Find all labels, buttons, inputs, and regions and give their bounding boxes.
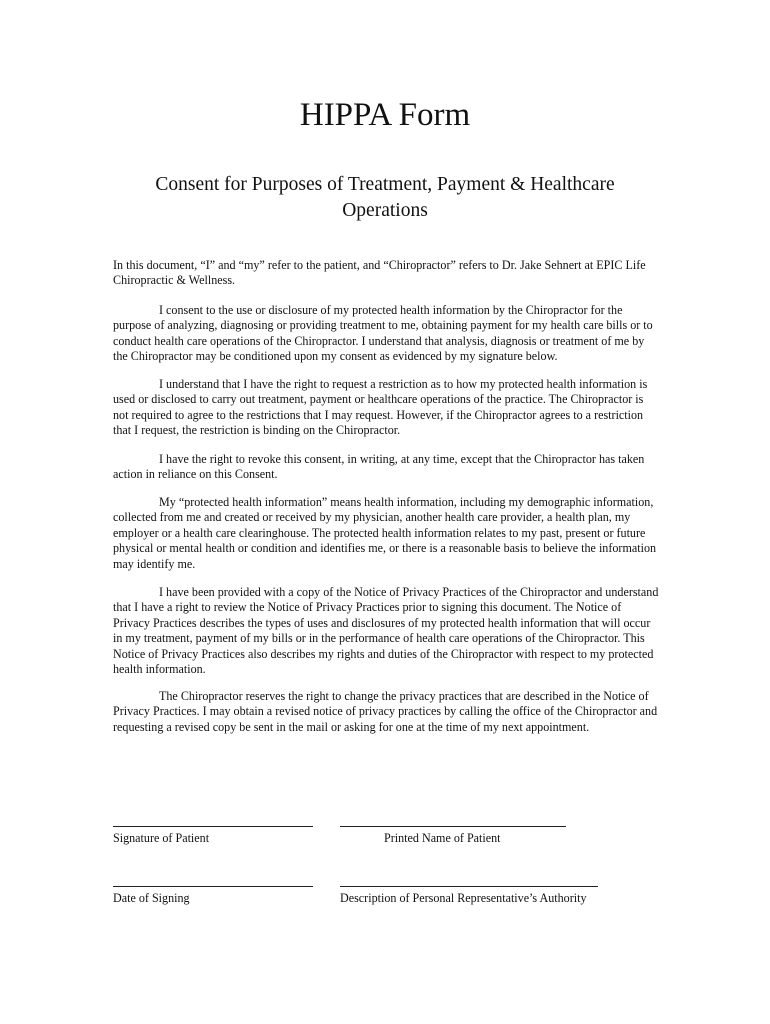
patient-signature-field[interactable] (113, 826, 313, 846)
representative-authority-field[interactable] (340, 886, 598, 906)
restriction-paragraph: I understand that I have the right to request a restriction as to how my protected health information is used or disclosed to carry out treatment, payment or healthcare operations of the practice. The Chiropractor is not required to agree to the restrictions that I may request. However, if the Chiropractor agrees to a restriction that I request, the restriction is binding on the Chiropractor. (113, 377, 648, 438)
privacy-notice-paragraph: I have been provided with a copy of the Notice of Privacy Practices of the Chiropractor and understand that I have a right to review the Notice of Privacy Practices prior to signing this document. The Notice of Privacy Practices describes the types of uses and disclosures of my protected health information that will occur in my treatment, payment of my bills or in the performance of health care operations of the Chiropractor. This Notice of Privacy Practices also describes my rights and duties of the Chiropractor with respect to my protected health information. (113, 585, 659, 677)
signature-line (340, 826, 566, 827)
signature-line (113, 886, 313, 887)
definitions-paragraph: In this document, “I” and “my” refer to the patient, and “Chiropractor” refers to Dr. Jake Sehnert at EPIC Life Chiropractic & Wellness. (113, 258, 646, 288)
practice-change-paragraph: The Chiropractor reserves the right to change the privacy practices that are described in the Notice of Privacy Practices. I may obtain a revised notice of privacy practices by calling the office of the Chiropractor and requesting a revised copy be sent in the mail or asking for one at the time of my next appointment. (113, 689, 658, 734)
document-title: HIPPA Form (299, 97, 471, 133)
date-of-signing-field[interactable] (113, 886, 313, 906)
phi-definition-paragraph: My “protected health information” means health information, including my demographic information, collected from me and created or received by my physician, another health care provider, a health plan, my employer or a health care clearinghouse. The protected health information relates to my past, present or future physical or mental health or condition and identifies me, or there is a reasonable basis to believe the information may identify me. (113, 495, 657, 571)
patient-signature-label: Signature of Patient (113, 831, 210, 845)
signature-line (113, 826, 313, 827)
document-subtitle: Consent for Purposes of Treatment, Payment & Healthcare Operations (155, 174, 615, 221)
representative-authority-label: Description of Personal Representative’s Authority (340, 891, 587, 905)
consent-paragraph: I consent to the use or disclosure of my protected health information by the Chiropractor for the purpose of analyzing, diagnosing or providing treatment to me, obtaining payment for my health care bills or to conduct health care operations of the Chiropractor. I understand that analysis, diagnosis or treatment of me by the Chiropractor may be conditioned upon my consent as evidenced by my signature below. (113, 303, 653, 364)
revocation-paragraph: I have the right to revoke this consent, in writing, at any time, except that the Chiropractor has taken action in reliance on this Consent. (113, 452, 645, 482)
printed-name-label: Printed Name of Patient (384, 831, 501, 845)
signature-line (340, 886, 598, 887)
printed-name-field[interactable] (340, 826, 566, 846)
date-of-signing-label: Date of Signing (113, 891, 190, 905)
